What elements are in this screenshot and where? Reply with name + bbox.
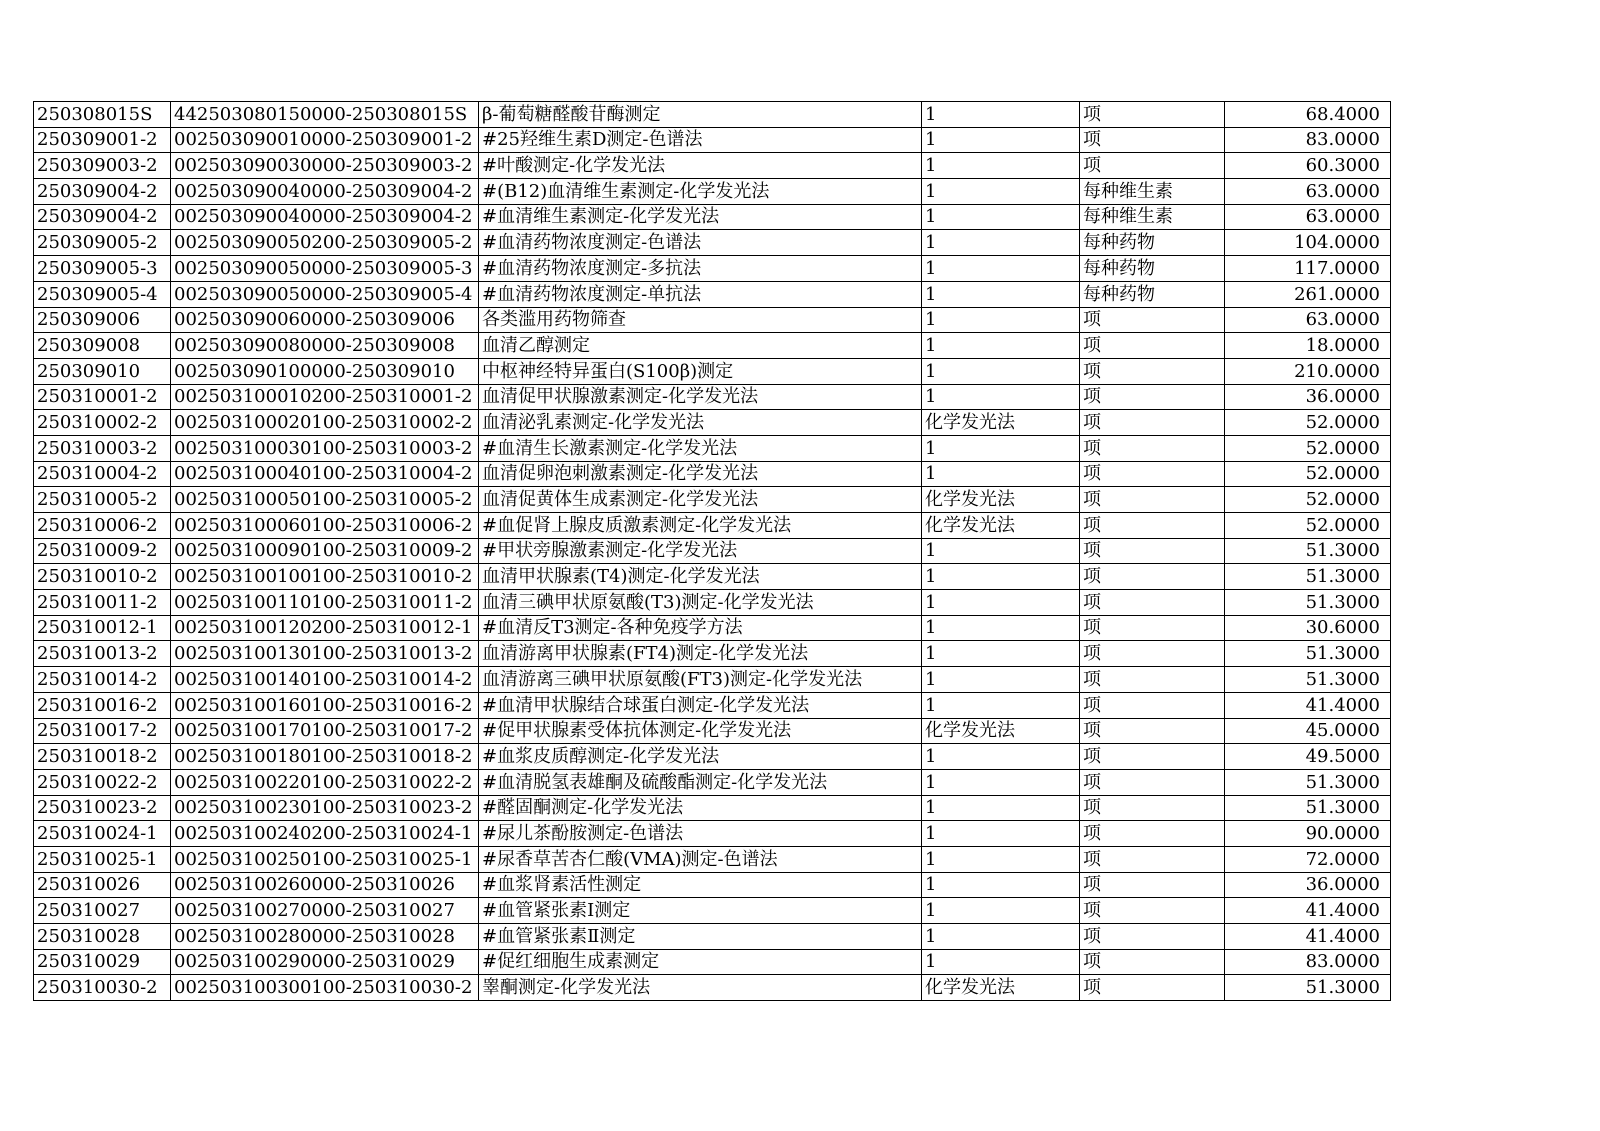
item-code-cell: 250310010-2	[34, 564, 171, 590]
table-row	[34, 358, 1391, 384]
quantity-cell: 1	[922, 127, 1080, 153]
table-row	[34, 281, 1391, 307]
item-code-cell: 250309005-4	[34, 281, 171, 307]
unit-cell: 项	[1080, 615, 1225, 641]
table-row	[34, 898, 1391, 924]
quantity-cell: 1	[922, 538, 1080, 564]
item-name-cell: #血清脱氢表雄酮及硫酸酯测定-化学发光法	[479, 769, 922, 795]
quantity-cell: 1	[922, 744, 1080, 770]
full-code-cell: 002503100010200-250310001-2	[171, 384, 479, 410]
quantity-cell: 1	[922, 358, 1080, 384]
item-code-cell: 250310028	[34, 924, 171, 950]
item-code-cell: 250310001-2	[34, 384, 171, 410]
table-row	[34, 821, 1391, 847]
unit-cell: 每种维生素	[1080, 179, 1225, 205]
item-code-cell: 250309004-2	[34, 204, 171, 230]
item-name-cell: #血管紧张素Ⅰ测定	[479, 898, 922, 924]
full-code-cell: 002503100100100-250310010-2	[171, 564, 479, 590]
table-row	[34, 384, 1391, 410]
quantity-cell: 1	[922, 333, 1080, 359]
full-code-cell: 002503090040000-250309004-2	[171, 204, 479, 230]
item-name-cell: #血清药物浓度测定-单抗法	[479, 281, 922, 307]
price-cell: 36.0000	[1225, 384, 1391, 410]
quantity-cell: 1	[922, 692, 1080, 718]
item-code-cell: 250310009-2	[34, 538, 171, 564]
unit-cell: 每种药物	[1080, 230, 1225, 256]
item-code-cell: 250309008	[34, 333, 171, 359]
unit-cell: 项	[1080, 692, 1225, 718]
quantity-cell: 1	[922, 667, 1080, 693]
quantity-cell: 1	[922, 846, 1080, 872]
item-code-cell: 250310011-2	[34, 590, 171, 616]
price-cell: 104.0000	[1225, 230, 1391, 256]
item-name-cell: 血清三碘甲状原氨酸(T3)测定-化学发光法	[479, 590, 922, 616]
full-code-cell: 002503100240200-250310024-1	[171, 821, 479, 847]
price-cell: 52.0000	[1225, 410, 1391, 436]
price-cell: 51.3000	[1225, 590, 1391, 616]
unit-cell: 项	[1080, 461, 1225, 487]
unit-cell: 每种药物	[1080, 281, 1225, 307]
item-name-cell: #甲状旁腺激素测定-化学发光法	[479, 538, 922, 564]
item-name-cell: #叶酸测定-化学发光法	[479, 153, 922, 179]
quantity-cell: 1	[922, 641, 1080, 667]
table-row	[34, 127, 1391, 153]
price-cell: 117.0000	[1225, 256, 1391, 282]
item-name-cell: 睾酮测定-化学发光法	[479, 975, 922, 1001]
item-code-cell: 250309010	[34, 358, 171, 384]
item-code-cell: 250310012-1	[34, 615, 171, 641]
unit-cell: 项	[1080, 307, 1225, 333]
price-cell: 63.0000	[1225, 307, 1391, 333]
item-name-cell: β-葡萄糖醛酸苷酶测定	[479, 102, 922, 128]
item-name-cell: #25羟维生素D测定-色谱法	[479, 127, 922, 153]
item-name-cell: 血清乙醇测定	[479, 333, 922, 359]
item-name-cell: #血清甲状腺结合球蛋白测定-化学发光法	[479, 692, 922, 718]
full-code-cell: 002503100270000-250310027	[171, 898, 479, 924]
full-code-cell: 002503090060000-250309006	[171, 307, 479, 333]
table-row	[34, 256, 1391, 282]
price-cell: 90.0000	[1225, 821, 1391, 847]
price-cell: 52.0000	[1225, 461, 1391, 487]
table-row	[34, 564, 1391, 590]
quantity-cell: 化学发光法	[922, 513, 1080, 539]
quantity-cell: 1	[922, 564, 1080, 590]
item-code-cell: 250310027	[34, 898, 171, 924]
unit-cell: 项	[1080, 513, 1225, 539]
table-row	[34, 487, 1391, 513]
quantity-cell: 化学发光法	[922, 487, 1080, 513]
unit-cell: 项	[1080, 975, 1225, 1001]
unit-cell: 项	[1080, 538, 1225, 564]
quantity-cell: 1	[922, 153, 1080, 179]
item-name-cell: 血清促卵泡刺激素测定-化学发光法	[479, 461, 922, 487]
item-name-cell: #血清反T3测定-各种免疫学方法	[479, 615, 922, 641]
full-code-cell: 442503080150000-250308015S	[171, 102, 479, 128]
item-code-cell: 250310004-2	[34, 461, 171, 487]
unit-cell: 项	[1080, 846, 1225, 872]
quantity-cell: 1	[922, 769, 1080, 795]
unit-cell: 项	[1080, 358, 1225, 384]
full-code-cell: 002503090040000-250309004-2	[171, 179, 479, 205]
price-cell: 41.4000	[1225, 692, 1391, 718]
item-name-cell: #血清生长激素测定-化学发光法	[479, 435, 922, 461]
price-cell: 60.3000	[1225, 153, 1391, 179]
item-name-cell: #血浆肾素活性测定	[479, 872, 922, 898]
item-code-cell: 250310029	[34, 949, 171, 975]
full-code-cell: 002503090050000-250309005-4	[171, 281, 479, 307]
full-code-cell: 002503100280000-250310028	[171, 924, 479, 950]
price-cell: 51.3000	[1225, 769, 1391, 795]
table-row	[34, 179, 1391, 205]
item-name-cell: #(B12)血清维生素测定-化学发光法	[479, 179, 922, 205]
quantity-cell: 1	[922, 821, 1080, 847]
price-cell: 36.0000	[1225, 872, 1391, 898]
full-code-cell: 002503090100000-250309010	[171, 358, 479, 384]
full-code-cell: 002503090030000-250309003-2	[171, 153, 479, 179]
table-row	[34, 102, 1391, 128]
unit-cell: 项	[1080, 924, 1225, 950]
price-cell: 30.6000	[1225, 615, 1391, 641]
quantity-cell: 1	[922, 924, 1080, 950]
unit-cell: 项	[1080, 410, 1225, 436]
item-name-cell: 血清促黄体生成素测定-化学发光法	[479, 487, 922, 513]
item-code-cell: 250310017-2	[34, 718, 171, 744]
item-code-cell: 250309006	[34, 307, 171, 333]
quantity-cell: 化学发光法	[922, 718, 1080, 744]
price-cell: 210.0000	[1225, 358, 1391, 384]
quantity-cell: 化学发光法	[922, 975, 1080, 1001]
quantity-cell: 1	[922, 307, 1080, 333]
full-code-cell: 002503100260000-250310026	[171, 872, 479, 898]
table-row	[34, 230, 1391, 256]
item-code-cell: 250309005-3	[34, 256, 171, 282]
table-row	[34, 513, 1391, 539]
full-code-cell: 002503100090100-250310009-2	[171, 538, 479, 564]
price-cell: 68.4000	[1225, 102, 1391, 128]
unit-cell: 项	[1080, 153, 1225, 179]
quantity-cell: 1	[922, 384, 1080, 410]
price-cell: 52.0000	[1225, 487, 1391, 513]
full-code-cell: 002503100040100-250310004-2	[171, 461, 479, 487]
full-code-cell: 002503100050100-250310005-2	[171, 487, 479, 513]
item-name-cell: 中枢神经特异蛋白(S100β)测定	[479, 358, 922, 384]
quantity-cell: 1	[922, 461, 1080, 487]
unit-cell: 项	[1080, 949, 1225, 975]
full-code-cell: 002503100290000-250310029	[171, 949, 479, 975]
item-name-cell: 血清游离三碘甲状原氨酸(FT3)测定-化学发光法	[479, 667, 922, 693]
table-row	[34, 975, 1391, 1001]
price-cell: 45.0000	[1225, 718, 1391, 744]
unit-cell: 每种维生素	[1080, 204, 1225, 230]
table-row	[34, 538, 1391, 564]
table-row	[34, 924, 1391, 950]
item-code-cell: 250309004-2	[34, 179, 171, 205]
table-row	[34, 590, 1391, 616]
item-code-cell: 250308015S	[34, 102, 171, 128]
table-row	[34, 795, 1391, 821]
quantity-cell: 1	[922, 256, 1080, 282]
unit-cell: 项	[1080, 821, 1225, 847]
table-row	[34, 949, 1391, 975]
item-name-cell: #血清药物浓度测定-多抗法	[479, 256, 922, 282]
unit-cell: 项	[1080, 898, 1225, 924]
quantity-cell: 1	[922, 204, 1080, 230]
unit-cell: 项	[1080, 590, 1225, 616]
item-name-cell: 各类滥用药物筛查	[479, 307, 922, 333]
price-cell: 41.4000	[1225, 924, 1391, 950]
full-code-cell: 002503100110100-250310011-2	[171, 590, 479, 616]
unit-cell: 项	[1080, 333, 1225, 359]
item-name-cell: #血浆皮质醇测定-化学发光法	[479, 744, 922, 770]
table-row	[34, 410, 1391, 436]
quantity-cell: 1	[922, 795, 1080, 821]
full-code-cell: 002503100300100-250310030-2	[171, 975, 479, 1001]
price-cell: 18.0000	[1225, 333, 1391, 359]
full-code-cell: 002503100160100-250310016-2	[171, 692, 479, 718]
item-name-cell: 血清甲状腺素(T4)测定-化学发光法	[479, 564, 922, 590]
full-code-cell: 002503090050000-250309005-3	[171, 256, 479, 282]
full-code-cell: 002503100220100-250310022-2	[171, 769, 479, 795]
item-name-cell: #尿香草苦杏仁酸(VMA)测定-色谱法	[479, 846, 922, 872]
full-code-cell: 002503100030100-250310003-2	[171, 435, 479, 461]
item-code-cell: 250310003-2	[34, 435, 171, 461]
item-code-cell: 250310013-2	[34, 641, 171, 667]
price-cell: 49.5000	[1225, 744, 1391, 770]
item-code-cell: 250310018-2	[34, 744, 171, 770]
unit-cell: 项	[1080, 564, 1225, 590]
table-row	[34, 333, 1391, 359]
unit-cell: 项	[1080, 435, 1225, 461]
table-row	[34, 461, 1391, 487]
price-cell: 52.0000	[1225, 513, 1391, 539]
quantity-cell: 1	[922, 872, 1080, 898]
item-code-cell: 250309005-2	[34, 230, 171, 256]
table-row	[34, 641, 1391, 667]
unit-cell: 每种药物	[1080, 256, 1225, 282]
item-code-cell: 250309003-2	[34, 153, 171, 179]
price-cell: 41.4000	[1225, 898, 1391, 924]
item-name-cell: #促甲状腺素受体抗体测定-化学发光法	[479, 718, 922, 744]
item-code-cell: 250310025-1	[34, 846, 171, 872]
full-code-cell: 002503100120200-250310012-1	[171, 615, 479, 641]
quantity-cell: 1	[922, 102, 1080, 128]
item-code-cell: 250310016-2	[34, 692, 171, 718]
item-name-cell: #尿儿茶酚胺测定-色谱法	[479, 821, 922, 847]
item-name-cell: #血清药物浓度测定-色谱法	[479, 230, 922, 256]
full-code-cell: 002503090050200-250309005-2	[171, 230, 479, 256]
quantity-cell: 1	[922, 590, 1080, 616]
unit-cell: 项	[1080, 102, 1225, 128]
table-row	[34, 769, 1391, 795]
unit-cell: 项	[1080, 744, 1225, 770]
price-cell: 51.3000	[1225, 975, 1391, 1001]
item-code-cell: 250310006-2	[34, 513, 171, 539]
unit-cell: 项	[1080, 769, 1225, 795]
unit-cell: 项	[1080, 127, 1225, 153]
full-code-cell: 002503100140100-250310014-2	[171, 667, 479, 693]
price-cell: 52.0000	[1225, 435, 1391, 461]
item-code-cell: 250310024-1	[34, 821, 171, 847]
item-code-cell: 250310022-2	[34, 769, 171, 795]
item-code-cell: 250310026	[34, 872, 171, 898]
unit-cell: 项	[1080, 718, 1225, 744]
unit-cell: 项	[1080, 667, 1225, 693]
item-code-cell: 250310014-2	[34, 667, 171, 693]
table-row	[34, 846, 1391, 872]
full-code-cell: 002503100130100-250310013-2	[171, 641, 479, 667]
price-cell: 51.3000	[1225, 641, 1391, 667]
item-name-cell: #醛固酮测定-化学发光法	[479, 795, 922, 821]
quantity-cell: 1	[922, 281, 1080, 307]
item-name-cell: 血清促甲状腺激素测定-化学发光法	[479, 384, 922, 410]
price-cell: 63.0000	[1225, 204, 1391, 230]
price-cell: 83.0000	[1225, 127, 1391, 153]
full-code-cell: 002503090080000-250309008	[171, 333, 479, 359]
table-row	[34, 204, 1391, 230]
full-code-cell: 002503100180100-250310018-2	[171, 744, 479, 770]
quantity-cell: 1	[922, 179, 1080, 205]
table-row	[34, 692, 1391, 718]
full-code-cell: 002503100170100-250310017-2	[171, 718, 479, 744]
full-code-cell: 002503100020100-250310002-2	[171, 410, 479, 436]
unit-cell: 项	[1080, 487, 1225, 513]
table-row	[34, 153, 1391, 179]
table-row	[34, 872, 1391, 898]
item-name-cell: 血清游离甲状腺素(FT4)测定-化学发光法	[479, 641, 922, 667]
quantity-cell: 1	[922, 949, 1080, 975]
price-cell: 51.3000	[1225, 795, 1391, 821]
table-row	[34, 744, 1391, 770]
price-cell: 51.3000	[1225, 538, 1391, 564]
item-name-cell: #促红细胞生成素测定	[479, 949, 922, 975]
table-row	[34, 615, 1391, 641]
table-row	[34, 435, 1391, 461]
price-cell: 72.0000	[1225, 846, 1391, 872]
price-cell: 261.0000	[1225, 281, 1391, 307]
quantity-cell: 化学发光法	[922, 410, 1080, 436]
table-row	[34, 718, 1391, 744]
price-cell: 83.0000	[1225, 949, 1391, 975]
price-table	[33, 101, 1391, 1001]
unit-cell: 项	[1080, 872, 1225, 898]
item-code-cell: 250310023-2	[34, 795, 171, 821]
quantity-cell: 1	[922, 230, 1080, 256]
full-code-cell: 002503090010000-250309001-2	[171, 127, 479, 153]
item-name-cell: #血促肾上腺皮质激素测定-化学发光法	[479, 513, 922, 539]
item-name-cell: #血管紧张素Ⅱ测定	[479, 924, 922, 950]
table-row	[34, 307, 1391, 333]
quantity-cell: 1	[922, 435, 1080, 461]
quantity-cell: 1	[922, 615, 1080, 641]
unit-cell: 项	[1080, 384, 1225, 410]
price-cell: 63.0000	[1225, 179, 1391, 205]
item-code-cell: 250310030-2	[34, 975, 171, 1001]
item-name-cell: #血清维生素测定-化学发光法	[479, 204, 922, 230]
item-code-cell: 250309001-2	[34, 127, 171, 153]
price-cell: 51.3000	[1225, 667, 1391, 693]
price-table-body	[34, 102, 1391, 1001]
full-code-cell: 002503100250100-250310025-1	[171, 846, 479, 872]
unit-cell: 项	[1080, 641, 1225, 667]
full-code-cell: 002503100230100-250310023-2	[171, 795, 479, 821]
full-code-cell: 002503100060100-250310006-2	[171, 513, 479, 539]
price-cell: 51.3000	[1225, 564, 1391, 590]
table-row	[34, 667, 1391, 693]
item-code-cell: 250310002-2	[34, 410, 171, 436]
item-code-cell: 250310005-2	[34, 487, 171, 513]
unit-cell: 项	[1080, 795, 1225, 821]
quantity-cell: 1	[922, 898, 1080, 924]
item-name-cell: 血清泌乳素测定-化学发光法	[479, 410, 922, 436]
